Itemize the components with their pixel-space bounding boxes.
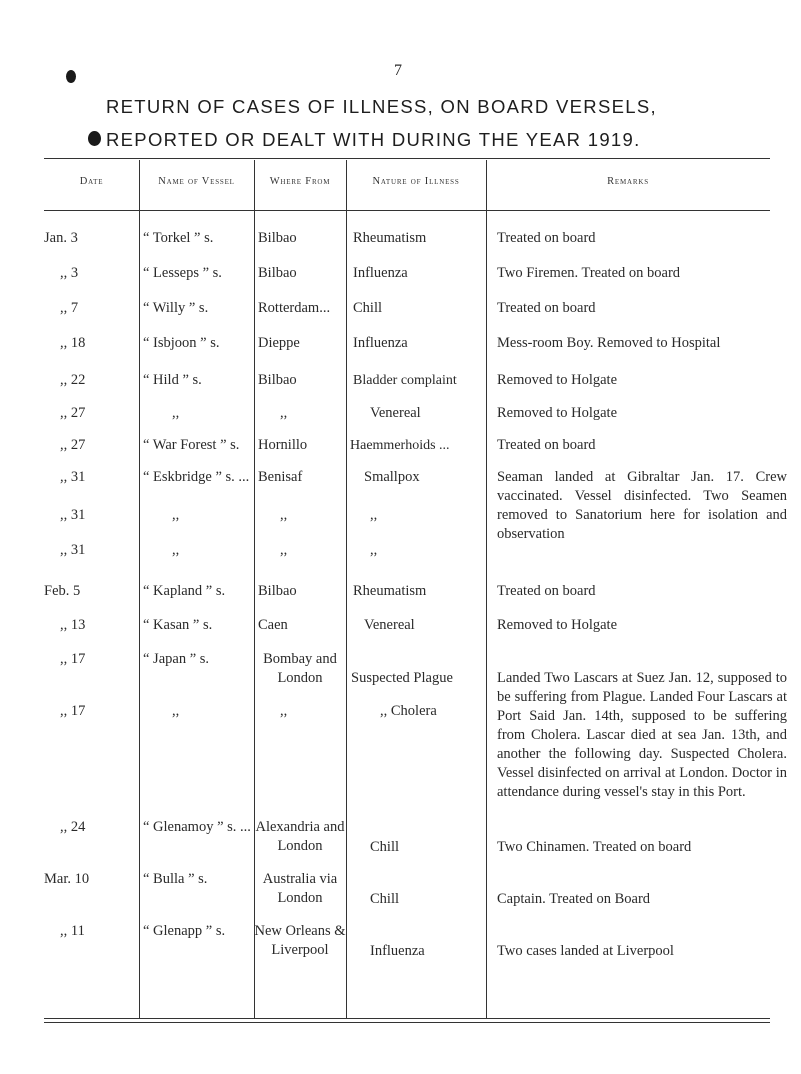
date-cell: Jan. 3 <box>44 230 78 246</box>
illness-cell: ,, Cholera <box>380 703 437 719</box>
vessel-cell: ,, <box>172 703 180 719</box>
remarks-cell: Treated on board <box>497 583 596 599</box>
date-cell: ,, 13 <box>60 617 86 633</box>
page-number: 7 <box>394 62 402 79</box>
from-cell: Bilbao <box>258 583 297 599</box>
illness-cell: Suspected Plague <box>351 670 453 686</box>
table-bottom-rule-2 <box>44 1022 770 1023</box>
illness-cell: Influenza <box>370 943 425 959</box>
from-cell: Bilbao <box>258 230 297 246</box>
illness-cell: Venereal <box>370 405 421 421</box>
illness-cell: Influenza <box>353 335 408 351</box>
illness-cell: Rheumatism <box>353 230 427 246</box>
remarks-cell: Removed to Holgate <box>497 372 618 388</box>
ink-blot-icon <box>66 70 76 83</box>
illness-cell: ,, <box>370 507 378 523</box>
from-cell: Dieppe <box>258 335 300 351</box>
illness-cell: Haemmerhoids ... <box>350 438 450 453</box>
from-cell: Caen <box>258 617 288 633</box>
document-title-line-1: RETURN OF CASES OF ILLNESS, ON BOARD VERSELS, <box>106 96 657 117</box>
remarks-cell-japan: Landed Two Lascars at Suez Jan. 12, supposed to be suffering from Plague. Landed Four Lascars at Port Said Jan. 14th, supposed to be suffering from Cholera. Lascar died at sea Jan. 13th, and another the following day. Suspected Cholera. Vessel disinfected on arrival at London. Doctor in attendance during vessel's stay in this Port. <box>497 670 787 800</box>
remarks-cell: Removed to Holgate <box>497 405 618 421</box>
vessel-cell: “ Isbjoon ” s. <box>143 335 220 351</box>
header-date: Date <box>79 176 104 187</box>
column-divider <box>346 160 347 1018</box>
vessel-cell: “ Japan ” s. <box>143 651 210 667</box>
illness-cell: Smallpox <box>364 469 420 485</box>
date-cell: ,, 24 <box>60 819 86 835</box>
date-cell: ,, 17 <box>60 651 86 667</box>
from-cell: New Orleans & Liverpool <box>254 923 346 958</box>
date-cell: ,, 31 <box>60 469 86 485</box>
date-cell: ,, 31 <box>60 507 86 523</box>
from-cell: Alexandria and London <box>255 819 345 854</box>
column-divider <box>139 160 140 1018</box>
from-cell: Benisaf <box>258 469 303 485</box>
illness-cell: Influenza <box>353 265 408 281</box>
date-cell: ,, 22 <box>60 372 86 388</box>
remarks-cell-eskbridge: Seaman landed at Gibraltar Jan. 17. Crew vaccinated. Vessel disinfected. Two Seamen removed to Sanatorium here for isolation and observation <box>497 469 787 542</box>
illness-cell: Bladder complaint <box>353 373 457 388</box>
header-illness: Nature of Illness <box>372 176 460 187</box>
vessel-cell: “ Torkel ” s. <box>143 230 214 246</box>
from-cell: ,, <box>280 703 288 719</box>
date-cell: ,, 7 <box>60 300 79 316</box>
date-cell: ,, 27 <box>60 405 86 421</box>
remarks-cell: Captain. Treated on Board <box>497 891 651 907</box>
illness-cell: Chill <box>370 839 400 855</box>
vessel-cell: “ War Forest ” s. <box>143 437 240 453</box>
illness-cell: Chill <box>353 300 383 316</box>
table-bottom-rule <box>44 1018 770 1019</box>
vessel-cell: ,, <box>172 507 180 523</box>
date-cell: ,, 17 <box>60 703 86 719</box>
remarks-cell: Treated on board <box>497 230 596 246</box>
from-cell: Hornillo <box>258 437 308 453</box>
header-remarks: Remarks <box>607 176 649 187</box>
date-cell: ,, 11 <box>60 923 85 939</box>
vessel-cell: “ Bulla ” s. <box>143 871 208 887</box>
vessel-cell: ,, <box>172 405 180 421</box>
vessel-cell: “ Hild ” s. <box>143 372 202 388</box>
remarks-cell: Two Chinamen. Treated on board <box>497 839 692 855</box>
date-cell: Feb. 5 <box>44 583 81 599</box>
from-cell: Bilbao <box>258 372 297 388</box>
header-rule <box>44 210 770 211</box>
ink-blot-icon <box>88 131 101 146</box>
from-cell: ,, <box>280 405 288 421</box>
header-vessel: Name of Vessel <box>158 176 235 187</box>
vessel-cell: ,, <box>172 542 180 558</box>
vessel-cell: “ Willy ” s. <box>143 300 209 316</box>
header-from: Where From <box>269 176 331 187</box>
vessel-cell: “ Eskbridge ” s. ... <box>143 469 250 485</box>
vessel-cell: “ Glenamoy ” s. ... <box>143 819 251 835</box>
from-cell: Bilbao <box>258 265 297 281</box>
remarks-cell: Treated on board <box>497 437 596 453</box>
date-cell: ,, 27 <box>60 437 86 453</box>
remarks-cell: Mess-room Boy. Removed to Hospital <box>497 335 721 351</box>
from-cell: Rotterdam... <box>258 300 331 316</box>
date-cell: ,, 3 <box>60 265 79 281</box>
illness-cell: ,, <box>370 542 378 558</box>
column-divider <box>486 160 487 1018</box>
remarks-cell: Two cases landed at Liverpool <box>497 943 674 959</box>
from-cell: ,, <box>280 507 288 523</box>
illness-cell: Venereal <box>364 617 415 633</box>
from-cell: Bombay and London <box>263 651 337 686</box>
vessel-cell: “ Glenapp ” s. <box>143 923 226 939</box>
illness-cell: Rheumatism <box>353 583 427 599</box>
vessel-cell: “ Kasan ” s. <box>143 617 213 633</box>
table-top-rule <box>44 158 770 159</box>
from-cell: Australia via London <box>262 871 338 906</box>
remarks-cell: Two Firemen. Treated on board <box>497 265 681 281</box>
date-cell: Mar. 10 <box>44 871 90 887</box>
from-cell: ,, <box>280 542 288 558</box>
document-title-line-2: REPORTED OR DEALT WITH DURING THE YEAR 1919. <box>106 129 641 150</box>
remarks-cell: Treated on board <box>497 300 596 316</box>
vessel-cell: “ Kapland ” s. <box>143 583 226 599</box>
illness-cell: Chill <box>370 891 400 907</box>
vessel-cell: “ Lesseps ” s. <box>143 265 222 281</box>
date-cell: ,, 18 <box>60 335 86 351</box>
date-cell: ,, 31 <box>60 542 86 558</box>
remarks-cell: Removed to Holgate <box>497 617 618 633</box>
